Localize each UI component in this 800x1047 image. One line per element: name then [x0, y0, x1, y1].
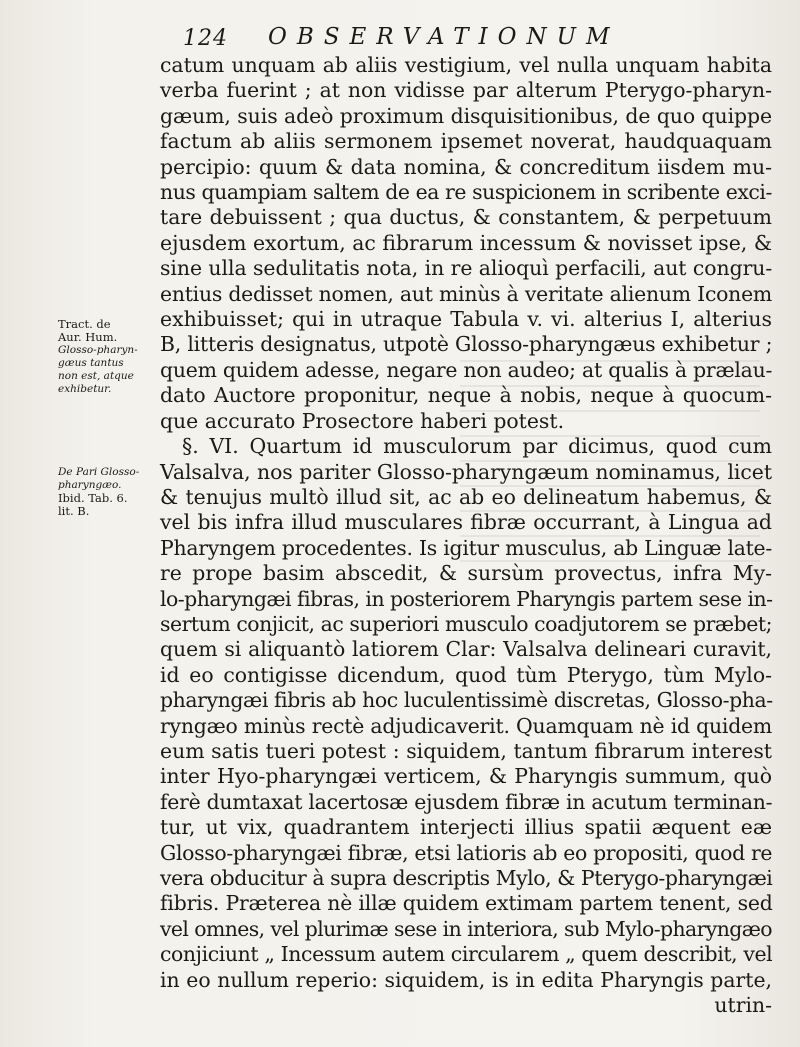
margin-note-line: Glosso-pharyn- — [58, 344, 138, 356]
text-line: lo-pharyngæi fibras, in posteriorem Pharyngis partem sese in- — [160, 586, 773, 611]
text-line: sine ulla sedulitatis nota, in re alioquì perfacili, aut congru- — [160, 256, 773, 281]
margin-note-line: gæus tantus — [58, 357, 124, 369]
text-line: quem quidem adesse, negare non audeo; at qualis à prælau- — [160, 357, 773, 382]
text-line: tare debuissent ; qua ductus, & constantem, & perpetuum — [160, 205, 772, 230]
text-line: inter Hyo-pharyngæi verticem, & Pharyngis summum, quò — [160, 764, 772, 789]
text-line: conjiciunt „ Incessum autem circularem „ quem describit, vel — [160, 942, 773, 967]
margin-note-line: De Pari Glosso- — [58, 466, 140, 478]
text-line: tur, ut vix, quadrantem interjecti illius spatii æquent eæ — [160, 815, 772, 840]
text-line: catum unquam ab aliis vestigium, vel nulla unquam habita — [160, 53, 772, 77]
text-line: vel bis infra illud musculares fibræ occurrant, à Lingua ad — [160, 510, 772, 535]
page-header — [0, 22, 800, 52]
text-line: dato Auctore proponitur, neque à nobis, neque à quocum- — [160, 383, 772, 408]
margin-note-line: lit. B. — [58, 504, 90, 518]
running-title: OBSERVATIONUM — [268, 24, 620, 50]
section-heading-line: §. VI. Quartum id musculorum par dicimus, quod cum — [182, 434, 772, 459]
text-line: Glosso-pharyngæi fibræ, etsi latioris ab eo propositi, quod re — [160, 840, 773, 865]
text-line: ejusdem exortum, ac fibrarum incessum & novisset ipse, & — [160, 230, 772, 255]
margin-note-line: exhibetur. — [58, 383, 112, 395]
text-line: Pharyngem procedentes. Is igitur musculus, ab Linguæ late- — [160, 535, 772, 560]
text-line: fibris. Præterea nè illæ quidem extimam partem tenent, sed — [160, 891, 773, 916]
text-line: sertum conjicit, ac superiori musculo coadjutorem se præbet; — [160, 611, 772, 636]
text-line: id eo contigisse dicendum, quod tùm Pterygo, tùm Mylo- — [160, 662, 772, 687]
text-line: vel omnes, vel plurimæ sese in interiora, sub Mylo-pharyngæo — [160, 916, 772, 941]
margin-note-line: Aur. Hum. — [58, 330, 118, 344]
main-text-block — [160, 53, 772, 1018]
catchword: utrin- — [714, 993, 772, 1018]
text-line: eum satis tueri potest : siquidem, tantum fibrarum interest — [160, 738, 772, 763]
text-line: percipio: quum & data nomina, & concreditum iisdem mu- — [160, 154, 772, 179]
text-line: Valsalva, nos pariter Glosso-pharyngæum nominamus, licet — [160, 459, 772, 484]
text-line: ferè dumtaxat lacertosæ ejusdem fibræ in acutum terminan- — [160, 789, 773, 814]
text-line: re prope basim abscedit, & sursùm provectus, infra My- — [160, 561, 772, 586]
margin-note-de-pari — [58, 466, 158, 518]
text-line: nus quampiam saltem de ea re suspicionem in scribente exci- — [160, 180, 772, 205]
text-line: gæum, suis adeò proximum disquisitionibus, de quo quippe — [160, 103, 772, 128]
text-line: exhibuisset; qui in utraque Tabula v. vi. alterius I, alterius — [160, 307, 772, 332]
margin-note-line: Tract. de — [58, 317, 111, 331]
text-line: vera obducitur à supra descriptis Mylo, & Pterygo-pharyngæi — [160, 866, 773, 890]
margin-note-line: non est, atque — [58, 370, 134, 382]
text-line: entius dedisset nomen, aut minùs à veritate alienum Iconem — [160, 281, 772, 306]
page-number: 124 — [183, 26, 228, 51]
margin-note-line: Ibid. Tab. 6. — [58, 491, 128, 505]
text-line: pharyngæi fibris ab hoc luculentissimè discretas, Glosso-pha- — [160, 688, 773, 713]
text-line: in eo nullum reperio: siquidem, is in edita Pharyngis parte, — [160, 967, 772, 992]
text-line: & tenujus multò illud sit, ac ab eo delineatum habemus, & — [160, 484, 772, 509]
text-line: B, litteris designatus, utpotè Glosso-pharyngæus exhibetur ; — [160, 332, 773, 357]
text-line: que accurato Prosectore haberi potest. — [160, 408, 565, 433]
text-line: verba fuerint ; at non vidisse par alterum Pterygo-pharyn- — [160, 78, 772, 103]
text-line: quem si aliquantò latiorem Clar: Valsalva delineari curavit, — [160, 637, 772, 662]
text-line: ryngæo minùs rectè adjudicaverit. Quamquam nè id quidem — [160, 713, 772, 738]
margin-note-line: pharyngæo. — [58, 479, 122, 491]
margin-note-tractatus — [58, 318, 158, 396]
text-line: factum ab aliis sermonem ipsemet noverat, haudquaquam — [160, 129, 772, 154]
